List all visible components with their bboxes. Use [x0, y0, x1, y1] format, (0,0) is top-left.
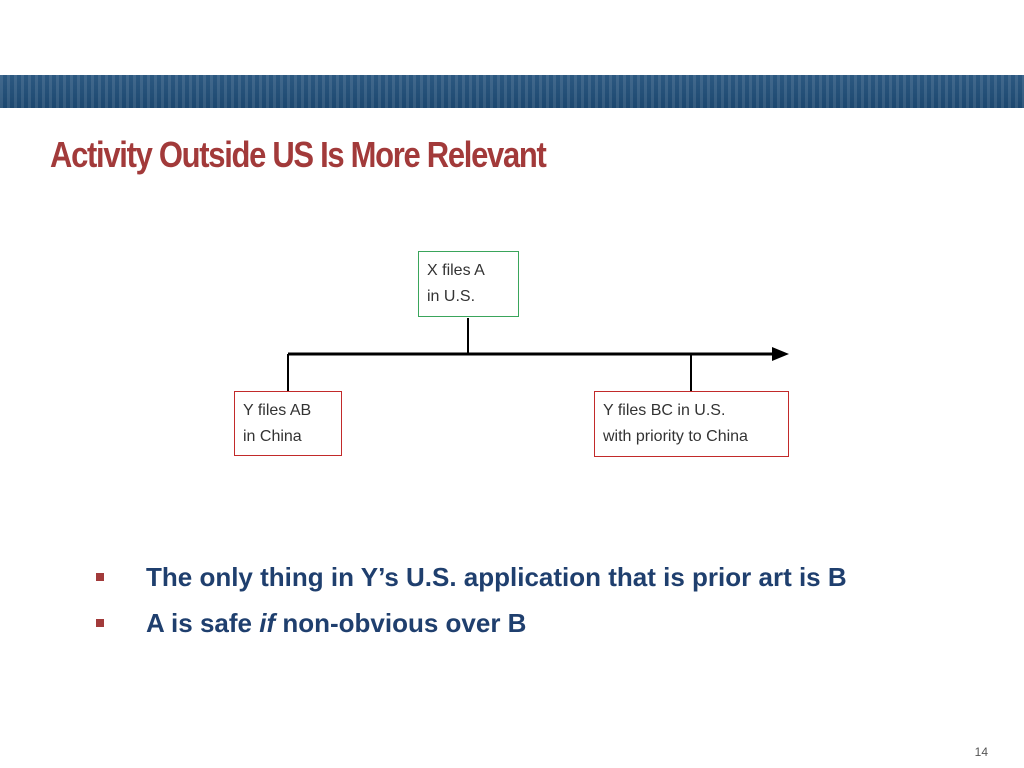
bullet-list: [92, 560, 972, 652]
timeline-arrowhead: [772, 347, 789, 361]
bullet-item-safe: [92, 606, 972, 640]
bullet-text-prior-art: The only thing in Y’s U.S. application that is prior art is B: [146, 562, 847, 592]
bullet-item-prior-art: [92, 560, 972, 594]
bullet-text-safe-suffix: non-obvious over B: [275, 608, 527, 638]
y-files-china-box: Y files AB in China: [234, 391, 342, 456]
slide-title: Activity Outside US Is More Relevant: [50, 134, 546, 175]
y-files-us-box: Y files BC in U.S. with priority to China: [594, 391, 789, 457]
page-number: 14: [974, 745, 988, 759]
x-files-box: X files A in U.S.: [418, 251, 519, 317]
bullet-text-safe-prefix: A is safe: [146, 608, 260, 638]
square-bullet-icon: [96, 619, 104, 627]
square-bullet-icon: [96, 573, 104, 581]
bullet-text-safe-italic: if: [259, 608, 276, 638]
